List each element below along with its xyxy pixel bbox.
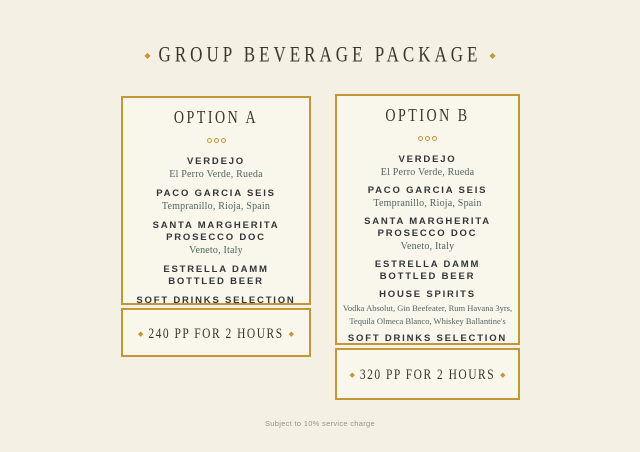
option-b-menu-box (335, 94, 520, 345)
menu-entry (337, 333, 518, 345)
title-diamond-left-icon: ◆ (144, 51, 151, 60)
option-b-price: 320 PP FOR 2 HOURS (359, 367, 496, 383)
entry-detail: Tempranillo, Rioja, Spain (161, 201, 271, 212)
option-a-heading (123, 109, 309, 128)
entry-detail: Veneto, Italy (400, 241, 455, 252)
title-diamond-right-icon: ◆ (489, 51, 496, 60)
page-header (0, 44, 640, 66)
option-a-heading-label: OPTION A (173, 108, 259, 129)
entry-title: SOFT DRINKS SELECTION (136, 295, 296, 305)
entry-title: PACO GARCIA SEIS (367, 185, 488, 196)
price-diamond-right-icon: ◆ (500, 372, 506, 379)
menu-entry (337, 259, 518, 283)
price-diamond-right-icon: ◆ (288, 330, 294, 338)
option-b-heading-label: OPTION B (385, 106, 470, 127)
option-a-price-box (121, 308, 311, 357)
entry-title: HOUSE SPIRITS (379, 289, 476, 300)
option-a-panel (121, 96, 311, 357)
entry-title: ESTRELLA DAMM (374, 259, 481, 270)
entry-detail: Veneto, Italy (189, 245, 243, 256)
entry-title: PROSECCO DOC (377, 228, 478, 239)
entry-title: SOFT DRINKS SELECTION (347, 333, 508, 344)
entry-title: BOTTLED BEER (168, 276, 264, 287)
option-b-heading (337, 107, 518, 126)
price-diamond-left-icon: ◆ (138, 330, 144, 338)
triple-circle-ornament-icon (123, 135, 309, 143)
entry-title: VERDEJO (398, 154, 457, 165)
entry-title: SANTA MARGHERITA (364, 216, 491, 227)
entry-title: SANTA MARGHERITA (152, 220, 280, 231)
entry-title: VERDEJO (186, 156, 245, 167)
triple-circle-ornament-icon (337, 133, 518, 141)
menu-entry (337, 154, 518, 179)
option-b-panel (335, 94, 520, 400)
entry-title: PACO GARCIA SEIS (156, 188, 276, 199)
menu-entry (337, 216, 518, 253)
footer-note: Subject to 10% service charge (264, 419, 375, 428)
price-diamond-left-icon: ◆ (349, 372, 355, 379)
menu-entry (337, 185, 518, 210)
entry-title: PROSECCO DOC (166, 232, 266, 243)
menu-entry (123, 264, 309, 288)
entry-title: ESTRELLA DAMM (163, 264, 269, 275)
entry-title: BOTTLED BEER (379, 271, 476, 282)
option-a-price: 240 PP FOR 2 HOURS (148, 325, 284, 342)
option-b-price-box (335, 348, 520, 400)
entry-detail: Vodka Absolut, Gin Beefeater, Rum Havana 3yrs, (342, 303, 513, 313)
entry-detail: Tequila Olmeca Blanco, Whiskey Ballantine's (349, 316, 506, 326)
menu-entry (123, 295, 309, 305)
entry-detail: El Perro Verde, Rueda (380, 167, 475, 178)
menu-entry (123, 156, 309, 181)
page-title: GROUP BEVERAGE PACKAGE (158, 42, 482, 67)
entry-detail: El Perro Verde, Rueda (169, 169, 263, 180)
option-a-menu-box (121, 96, 311, 305)
menu-entry (123, 188, 309, 213)
menu-entry (337, 289, 518, 327)
entry-detail: Tempranillo, Rioja, Spain (373, 198, 482, 209)
menu-entry (123, 220, 309, 257)
